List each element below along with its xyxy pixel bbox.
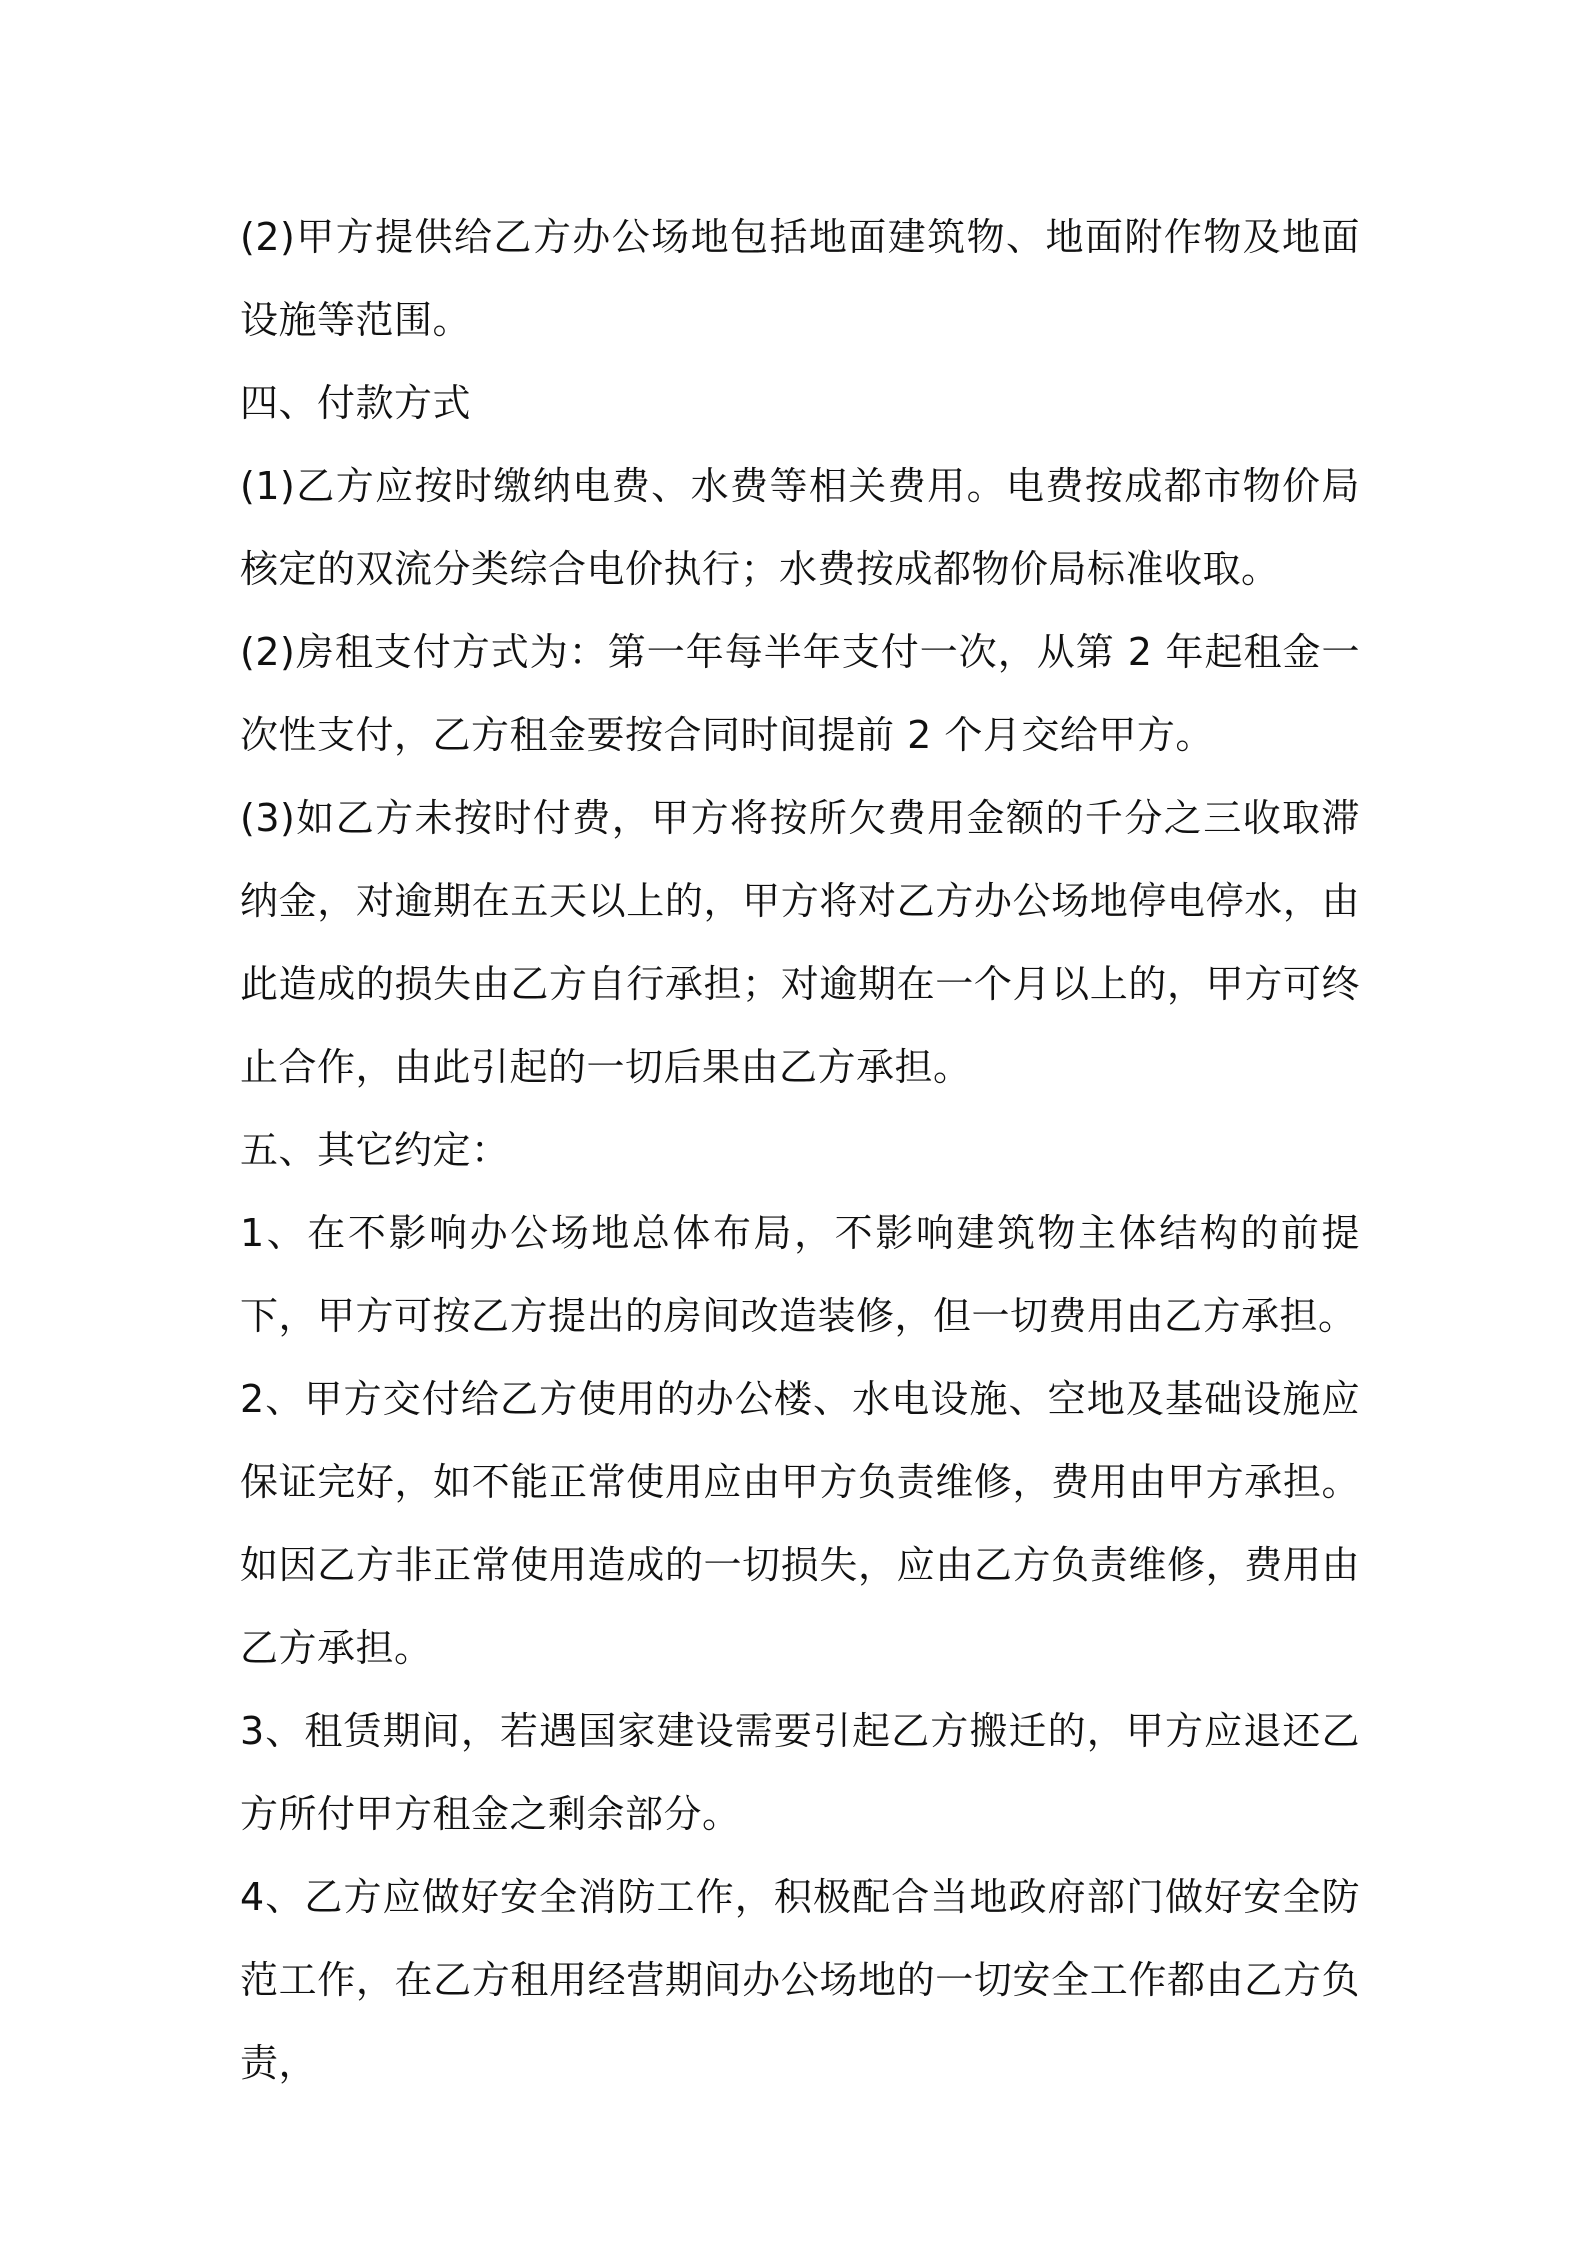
term-3-relocation: 3、租赁期间，若遇国家建设需要引起乙方搬迁的，甲方应退还乙方所付甲方租金之剩余部分。 xyxy=(240,1709,1360,1836)
clause-3-late-fee: (3)如乙方未按时付费，甲方将按所欠费用金额的千分之三收取滞纳金，对逾期在五天以上的，甲方将对乙方办公场地停电停水，由此造成的损失由乙方自行承担；对逾期在一个月以上的，甲方可终止合作，由此引起的一切后果由乙方承担。 xyxy=(240,796,1360,1089)
section-heading-other-terms: 五、其它约定： xyxy=(240,1128,510,1172)
clause-1-utilities: (1)乙方应按时缴纳电费、水费等相关费用。电费按成都市物价局核定的双流分类综合电价执行；水费按成都物价局标准收取。 xyxy=(240,464,1360,591)
section-heading-payment: 四、付款方式 xyxy=(240,381,472,425)
term-4-safety: 4、乙方应做好安全消防工作，积极配合当地政府部门做好安全防范工作，在乙方租用经营期间办公场地的一切安全工作都由乙方负责， xyxy=(240,1875,1360,2085)
clause-2-rent-payment: (2)房租支付方式为：第一年每半年支付一次，从第 2 年起租金一次性支付，乙方租金要按合同时间提前 2 个月交给甲方。 xyxy=(240,630,1360,757)
term-2-maintenance: 2、甲方交付给乙方使用的办公楼、水电设施、空地及基础设施应保证完好，如不能正常使用应由甲方负责维修，费用由甲方承担。如因乙方非正常使用造成的一切损失，应由乙方负责维修，费用由乙方承担。 xyxy=(240,1377,1360,1670)
clause-2-venue-scope: (2)甲方提供给乙方办公场地包括地面建筑物、地面附作物及地面设施等范围。 xyxy=(240,215,1360,342)
document-body xyxy=(240,196,1360,2105)
term-1-renovation: 1、在不影响办公场地总体布局，不影响建筑物主体结构的前提下，甲方可按乙方提出的房间改造装修，但一切费用由乙方承担。 xyxy=(240,1211,1360,1338)
